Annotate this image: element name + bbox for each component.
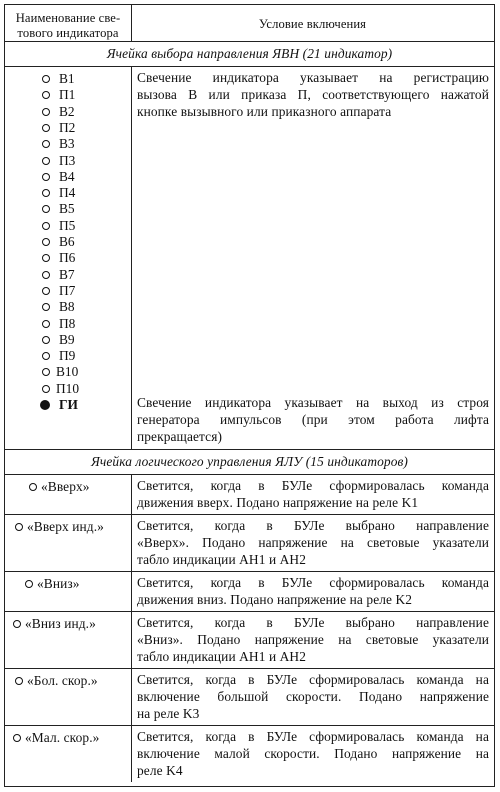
row-divider [5, 571, 494, 572]
condition-line: реле K4 [137, 763, 183, 778]
indicator-icon [42, 238, 50, 246]
indicator-label: В6 [59, 234, 75, 249]
indicator-icon [42, 271, 50, 279]
indicator-icon [42, 124, 50, 132]
indicator-icon [13, 620, 21, 628]
indicator-label: В2 [59, 103, 75, 119]
condition-line: Светится, когда в БУЛе выбрано направление [137, 518, 489, 533]
indicator-icon [42, 336, 50, 344]
header-col1-line: тового индикатора [17, 26, 119, 40]
section1-desc1 [137, 69, 489, 120]
header-col1 [5, 11, 131, 41]
indicator-name: «Вниз» [37, 576, 80, 591]
condition-line: на реле K3 [137, 706, 200, 721]
row-divider [5, 514, 494, 515]
desc-line: Свечение индикатора указывает на выход из строя [137, 395, 489, 410]
indicator-icon [42, 222, 50, 230]
desc-line: вызова В или приказа П, соответствующего нажатой [137, 87, 489, 102]
column-divider [131, 571, 132, 611]
desc-line: генератора импульсов (при этом работа лифта [137, 412, 489, 427]
indicator-name: «Вниз инд.» [25, 616, 96, 631]
column-divider [131, 611, 132, 668]
indicator-condition [137, 614, 489, 665]
indicator-label: В4 [59, 168, 75, 184]
indicator-icon [15, 523, 23, 531]
indicator-icon [42, 157, 50, 165]
indicator-label: П7 [59, 282, 76, 298]
indicator-table [4, 4, 495, 787]
indicator-label: П8 [59, 315, 76, 331]
condition-line: «Вверх». Подано напряжение на световые указатели [137, 535, 489, 550]
condition-line: табло индикации АН1 и АН2 [137, 552, 306, 567]
indicator-icon [13, 734, 21, 742]
header-col2: Условие включения [258, 17, 367, 31]
column-divider [131, 514, 132, 571]
indicator-label: В1 [59, 71, 75, 86]
indicator-icon [42, 91, 50, 99]
row-divider [5, 611, 494, 612]
condition-line: включение большой скорости. Подано напряжение [137, 689, 489, 704]
condition-line: «Вниз». Подано напряжение на световые указатели [137, 632, 489, 647]
indicator-label: П10 [56, 380, 80, 396]
indicator-label: П1 [59, 87, 76, 103]
desc-line: кнопке вызывного или приказного аппарата [137, 104, 392, 119]
section2-divider [5, 474, 494, 475]
column-divider-header [131, 5, 132, 42]
indicator-icon [42, 368, 50, 376]
indicator-label: П2 [59, 119, 76, 135]
indicator-icon [42, 108, 50, 116]
indicator-icon [29, 483, 37, 491]
indicator-label: В10 [56, 364, 79, 380]
section1-title: Ячейка выбора направления ЯВН (21 индикатор) [106, 46, 393, 61]
indicator-icon [42, 385, 50, 393]
condition-line: движения вниз. Подано напряжение на реле K2 [137, 592, 413, 607]
indicator-icon [42, 189, 50, 197]
indicator-condition [137, 671, 489, 722]
section1-desc2 [137, 394, 489, 445]
indicator-icon [42, 254, 50, 262]
indicator-label: П6 [59, 250, 76, 266]
indicator-label: В5 [59, 201, 75, 217]
condition-line: Светится, когда в БУЛе выбрано направление [137, 615, 489, 630]
indicator-icon [42, 320, 50, 328]
indicator-label: В3 [59, 136, 75, 152]
column-divider [131, 474, 132, 514]
indicator-icon [42, 205, 50, 213]
indicator-label: В7 [59, 266, 75, 282]
indicator-name: «Вверх» [41, 479, 90, 494]
section2-title: Ячейка логического управления ЯЛУ (15 индикаторов) [91, 454, 408, 469]
indicator-icon [42, 303, 50, 311]
header-divider [5, 41, 494, 42]
section1-end-divider [5, 449, 494, 450]
indicator-name: «Вверх инд.» [27, 519, 104, 534]
condition-line: включение малой скорости. Подано напряжение на [137, 746, 489, 761]
indicator-condition [137, 728, 489, 779]
indicator-name: «Мал. скор.» [25, 730, 100, 745]
indicator-condition [137, 517, 489, 568]
indicator-icon [42, 287, 50, 295]
condition-line: Светится, когда в БУЛе сформировалась команда [137, 575, 489, 590]
indicator-icon [25, 580, 33, 588]
row-divider [5, 668, 494, 669]
header-col1-line: Наименование све- [15, 11, 121, 25]
column-divider [131, 725, 132, 782]
indicator-condition [137, 574, 489, 608]
indicator-icon [15, 677, 23, 685]
indicator-label: П9 [59, 348, 76, 364]
indicator-label: П5 [59, 217, 76, 233]
indicator-icon [42, 140, 50, 148]
indicator-filled-icon [40, 400, 50, 410]
condition-line: Светится, когда в БУЛе сформировалась команда на [137, 672, 489, 687]
indicator-label: ГИ [59, 397, 78, 412]
indicator-name: «Бол. скор.» [27, 673, 98, 688]
condition-line: Светится, когда в БУЛе сформировалась команда на [137, 729, 489, 744]
condition-line: Светится, когда в БУЛе сформировалась команда [137, 478, 489, 493]
indicator-label: В8 [59, 299, 75, 315]
indicator-icon [42, 352, 50, 360]
column-divider [131, 668, 132, 725]
indicator-label: П4 [59, 185, 76, 201]
desc-line: Свечение индикатора указывает на регистрацию [137, 70, 489, 85]
column-divider-section1 [131, 66, 132, 449]
indicator-label: В9 [59, 331, 75, 347]
condition-line: движения вверх. Подано напряжение на реле K1 [137, 495, 419, 510]
section1-divider [5, 66, 494, 67]
desc-line: прекращается) [137, 429, 223, 444]
indicator-icon [42, 173, 50, 181]
indicator-condition [137, 477, 489, 511]
condition-line: табло индикации АН1 и АН2 [137, 649, 306, 664]
indicator-label: П3 [59, 152, 76, 168]
indicator-icon [42, 75, 50, 83]
row-divider [5, 725, 494, 726]
